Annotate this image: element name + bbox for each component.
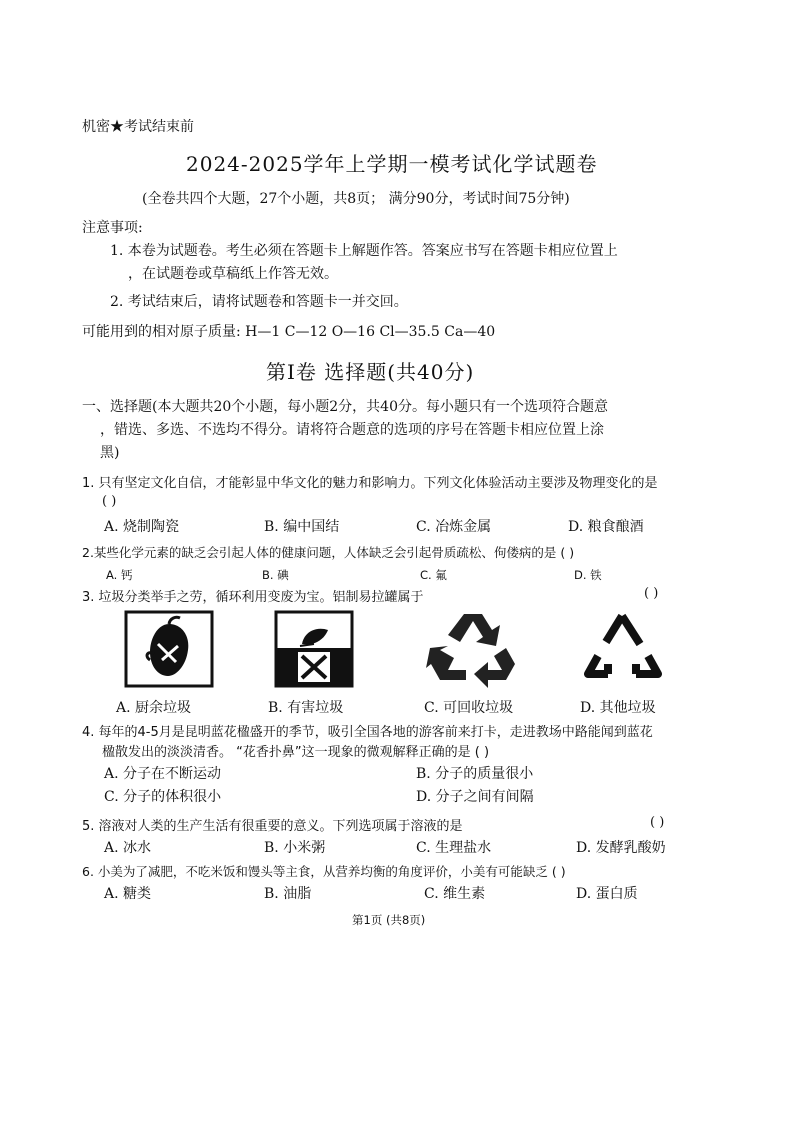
exam-title: 2024-2025学年上学期一模考试化学试题卷 (186, 152, 598, 176)
question-1-stem: 1. 只有坚定文化自信，才能彰显中华文化的魅力和影响力。下列文化体验活动主要涉及物理变化的是 (82, 476, 658, 491)
question-2-stem: 2.某些化学元素的缺乏会引起人体的健康问题，人体缺乏会引起骨质疏松、佝偻病的是 ( ) (82, 545, 575, 560)
q3-option-d: D. 其他垃圾 (580, 700, 656, 716)
q1-option-d: D. 粮食酿酒 (568, 519, 644, 535)
q5-option-b: B. 小米粥 (264, 840, 326, 856)
kitchen-waste-icon (124, 610, 214, 688)
question-3-stem: 3. 垃圾分类举手之劳，循环利用变废为宝。铝制易拉罐属于 (82, 590, 424, 605)
hazardous-waste-icon (274, 610, 364, 688)
q4-option-c: C. 分子的体积很小 (104, 789, 222, 805)
exam-subtitle: (全卷共四个大题，27个小题，共8页； 满分90分，考试时间75分钟) (142, 191, 570, 207)
notes-heading: 注意事项: (82, 220, 143, 236)
question-4-line-1: 4. 每年的4-5月是昆明蓝花楹盛开的季节，吸引全国各地的游客前来打卡，走进教场中路能闻到蓝花 (82, 725, 653, 740)
q1-option-a: A. 烧制陶瓷 (104, 519, 180, 535)
q1-option-c: C. 冶炼金属 (416, 519, 492, 535)
q3-option-c: C. 可回收垃圾 (424, 700, 514, 716)
q2-option-a: A. 钙 (106, 568, 133, 582)
q2-option-c: C. 氟 (420, 568, 447, 582)
section-title: 第Ⅰ卷 选择题(共40分) (266, 360, 475, 384)
q3-option-a: A. 厨余垃圾 (116, 700, 192, 716)
other-waste-icon (578, 608, 668, 686)
q5-option-d: D. 发酵乳酸奶 (576, 840, 666, 856)
q6-option-c: C. 维生素 (424, 886, 486, 902)
q6-option-a: A. 糖类 (104, 886, 152, 902)
q3-option-b: B. 有害垃圾 (268, 700, 344, 716)
note-item-2: 2. 考试结束后，请将试题卷和答题卡一并交回。 (110, 294, 408, 310)
recycle-icon (426, 608, 516, 686)
question-1-answer-paren: ( ) (102, 494, 117, 509)
page-footer: 第1页 (共8页) (352, 913, 426, 927)
confidential-label: 机密★考试结束前 (82, 119, 194, 135)
atomic-mass-note: 可能用到的相对原子质量: H—1 C—12 O—16 Cl—35.5 Ca—40 (82, 324, 496, 340)
q5-option-a: A. 冰水 (104, 840, 152, 856)
q2-option-d: D. 铁 (574, 568, 602, 582)
q6-option-b: B. 油脂 (264, 886, 312, 902)
q1-option-b: B. 编中国结 (264, 519, 340, 535)
section-intro-line-3: 黑) (100, 445, 120, 461)
question-4-line-2: 楹散发出的淡淡清香。 “花香扑鼻”这一现象的微观解释正确的是 ( ) (102, 745, 490, 760)
q2-option-b: B. 碘 (262, 568, 289, 582)
section-intro-line-1: 一、选择题(本大题共20个小题，每小题2分，共40分。每小题只有一个选项符合题意 (82, 399, 608, 415)
q4-option-b: B. 分子的质量很小 (416, 766, 534, 782)
q4-option-d: D. 分子之间有间隔 (416, 789, 534, 805)
q4-option-a: A. 分子在不断运动 (104, 766, 222, 782)
question-3-answer-paren: ( ) (644, 586, 659, 601)
section-intro-line-2: ，错选、多选、不选均不得分。请将符合题意的选项的序号在答题卡相应位置上涂 (100, 422, 604, 438)
note-item-1-line-2: ，在试题卷或草稿纸上作答无效。 (128, 266, 338, 282)
q6-option-d: D. 蛋白质 (576, 886, 638, 902)
q5-option-c: C. 生理盐水 (416, 840, 492, 856)
question-6-stem: 6. 小美为了减肥，不吃米饭和馒头等主食，从营养均衡的角度评价，小美有可能缺乏 ( ) (82, 864, 566, 879)
note-item-1-line-1: 1. 本卷为试题卷。考生必须在答题卡上解题作答。答案应书写在答题卡相应位置上 (110, 243, 618, 259)
question-5-answer-paren: ( ) (650, 815, 665, 830)
question-5-stem: 5. 溶液对人类的生产生活有很重要的意义。下列选项属于溶液的是 (82, 819, 463, 834)
